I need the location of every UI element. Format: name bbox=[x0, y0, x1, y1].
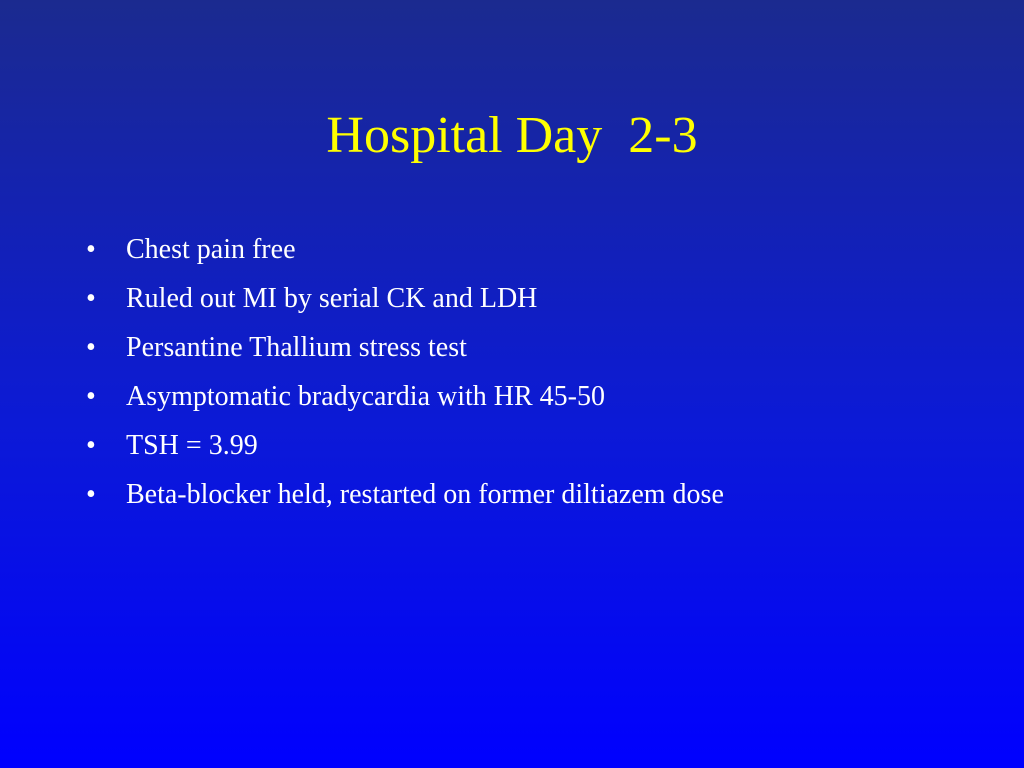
bullet-text: Beta-blocker held, restarted on former diltiazem dose bbox=[126, 479, 724, 510]
bullet-list bbox=[86, 225, 724, 519]
bullet-marker: • bbox=[86, 430, 96, 461]
list-item bbox=[86, 323, 724, 372]
bullet-text: Asymptomatic bradycardia with HR 45-50 bbox=[126, 381, 606, 412]
bullet-marker: • bbox=[86, 479, 96, 510]
bullet-marker: • bbox=[86, 332, 96, 363]
bullet-marker: • bbox=[86, 381, 96, 412]
list-item bbox=[86, 372, 724, 421]
list-item bbox=[86, 274, 724, 323]
bullet-text: Ruled out MI by serial CK and LDH bbox=[126, 283, 538, 314]
bullet-text: Chest pain free bbox=[126, 234, 296, 265]
bullet-marker: • bbox=[86, 283, 96, 314]
slide-title: Hospital Day 2-3 bbox=[326, 107, 698, 164]
bullet-text: TSH = 3.99 bbox=[126, 430, 258, 461]
list-item bbox=[86, 225, 724, 274]
list-item bbox=[86, 470, 724, 519]
list-item bbox=[86, 421, 724, 470]
bullet-text: Persantine Thallium stress test bbox=[126, 332, 467, 363]
bullet-marker: • bbox=[86, 234, 96, 265]
